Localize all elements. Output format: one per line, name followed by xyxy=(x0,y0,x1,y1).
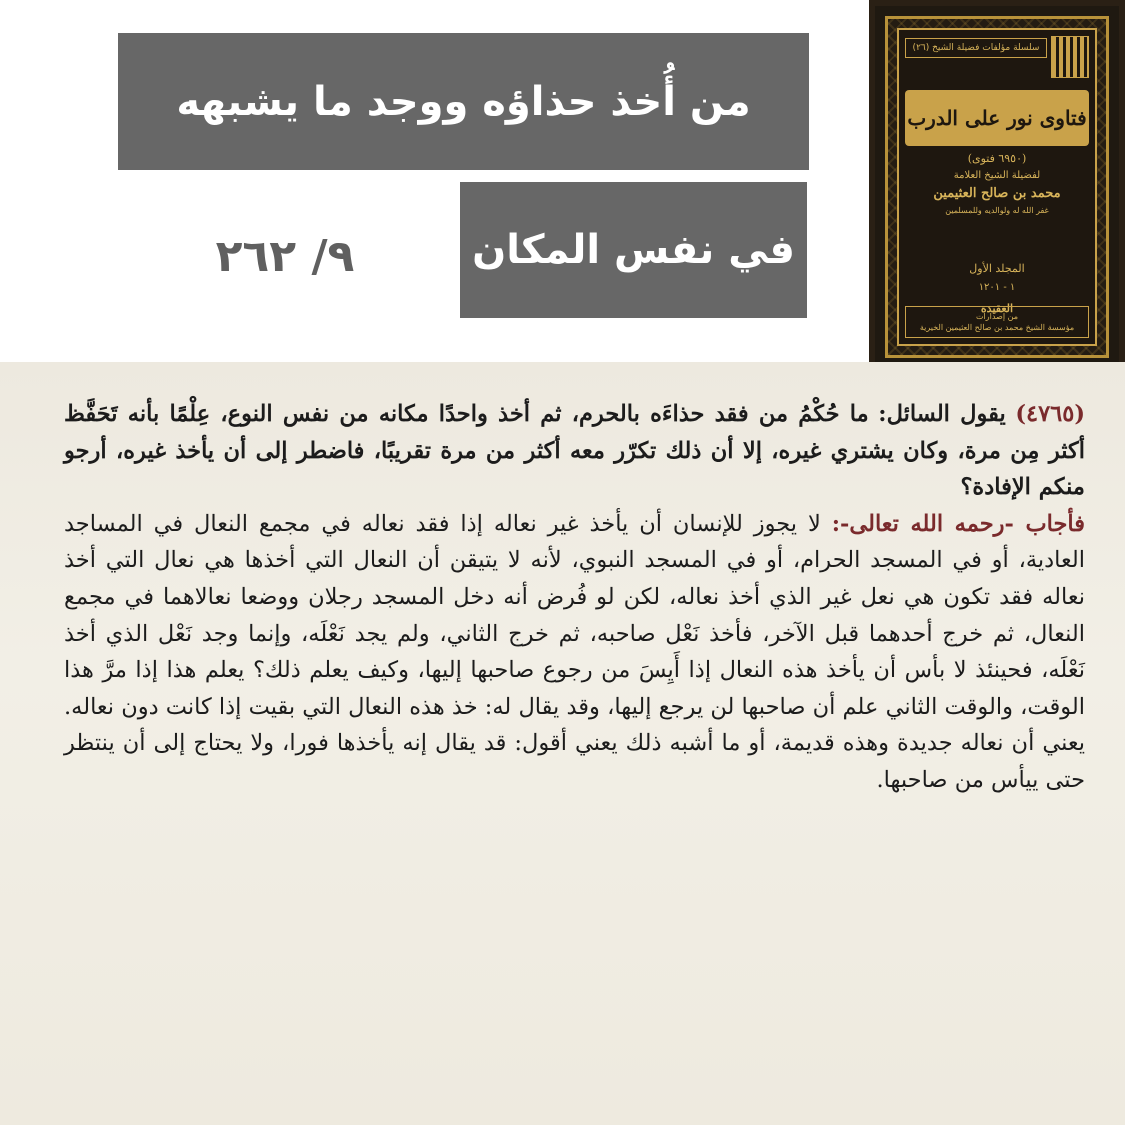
cover-topic: العقيدة xyxy=(980,302,1014,315)
answer-text: لا يجوز للإنسان أن يأخذ غير نعاله إذا فقد نعاله في مجمع النعال في المساجد العادية، أو في المسجد الحرام، أو في المسجد النبوي، لأنه لا يتيقن أن النعال التي أخذها هي نعال التي أخذ نعاله فقد تكون هي نعل غير الذي أخذ نعاله، لكن لو فُرض أنه دخل المسجد رجلان ووضعا نعالاهما في مجمع النعال، ثم خرج أحدهما قبل الآخر، فأخذ نَعْل صاحبه، ثم خرج الثاني، ولم يجد نَعْلَه، وإنما وجد نَعْل الذي أخذ نَعْلَه، فحينئذ لا بأس أن يأخذ هذه النعال إذا أَيِسَ من رجوع صاحبها إليها، وكيف يعلم ذلك؟ يعلم هذا إذا مرَّ هذا الوقت، والوقت الثاني علم أن صاحبها لن يرجع إليها، وقد يقال له: خذ هذه النعال التي بقيت إذا كانت دون نعاله. يعني أن نعاله جديدة وهذه قديمة، أو ما أشبه ذلك يعني أقول: قد يقال إنه يأخذها فورا، ولا يحتاج إلى أن ينتظر حتى ييأس من صاحبها. xyxy=(64,510,1085,793)
cover-title: فتاوى نور على الدرب xyxy=(905,90,1089,146)
cover-series: سلسلة مؤلفات فضيلة الشيخ (٢٦) xyxy=(905,38,1047,58)
answer-label: فأجاب -رحمه الله تعالى-: xyxy=(831,510,1086,537)
cover-count: (٦٩٥٠ فتوى) xyxy=(967,152,1027,165)
cover-range: ١ - ١٢٠١ xyxy=(978,282,1016,293)
title-line-1: من أُخذ حذاؤه ووجد ما يشبهه xyxy=(118,33,809,170)
cover-publisher-line-1: من إصدارات xyxy=(976,312,1018,321)
cover-author-note: غفر الله له ولوالديه وللمسلمين xyxy=(945,206,1049,215)
question-paragraph xyxy=(64,396,1085,506)
reference-number: ٩/ ٢٦٢ xyxy=(215,231,355,282)
publisher-logo-icon xyxy=(1051,36,1089,78)
cover-author-label: لفضيلة الشيخ العلامة xyxy=(953,170,1041,181)
cover-inner-panel xyxy=(897,28,1097,346)
cover-publisher-line-2: مؤسسة الشيخ محمد بن صالح العثيمين الخيرية xyxy=(919,323,1075,332)
cover-author: محمد بن صالح العثيمين xyxy=(933,186,1061,201)
answer-paragraph xyxy=(64,506,1085,799)
title-line-2: في نفس المكان xyxy=(460,182,807,318)
cover-publisher xyxy=(905,306,1089,338)
question-number: (٤٧٦٥) xyxy=(1015,401,1085,427)
question-label: يقول السائل: xyxy=(878,401,1006,427)
cover-volume: المجلد الأول xyxy=(969,262,1025,275)
question-text: ما حُكْمُ من فقد حذاءَه بالحرم، ثم أخذ واحدًا مكانه من نفس النوع، عِلْمًا بأنه تَحَفَّظ أكثر مِن مرة، وكان يشتري غيره، إلا أن ذلك تكرّر معه أكثر من مرة تقريبًا، فاضطر إلى أن يأخذ غيره، أرجو منكم الإفادة؟ xyxy=(64,401,1085,501)
book-page-scan xyxy=(0,362,1125,1125)
page-text xyxy=(64,396,1085,799)
book-cover xyxy=(869,0,1125,374)
